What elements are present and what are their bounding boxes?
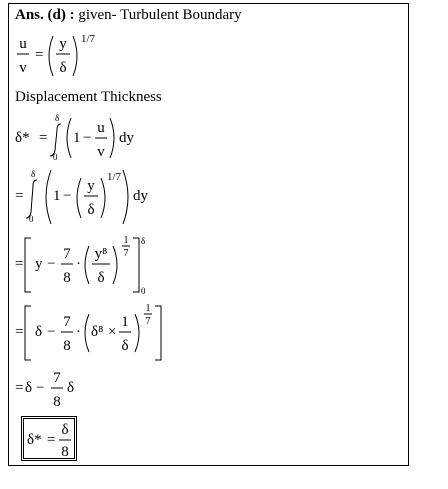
one: 1: [73, 130, 81, 146]
integral-upper-limit: δ: [55, 113, 60, 123]
velocity-profile-equation: [9, 28, 129, 84]
minus-sign: −: [47, 324, 56, 340]
simplified-expression: [9, 366, 129, 412]
equals-sign: =: [15, 380, 24, 396]
exponent-denominator: 7: [145, 316, 151, 327]
one: 1: [53, 188, 61, 204]
left-bracket: [25, 238, 31, 292]
exponent-numerator: 1: [123, 235, 129, 246]
fraction-numerator: y: [87, 178, 95, 194]
variable-y: y: [35, 256, 43, 272]
times-sign: ×: [108, 324, 117, 340]
substituted-integral: [9, 168, 209, 228]
right-paren: [101, 178, 105, 218]
answer-label: Ans. (d) :: [15, 7, 75, 23]
delta-power: δ⁸: [91, 324, 104, 340]
fraction-numerator: 1: [121, 314, 129, 330]
limits-substituted: [9, 300, 209, 364]
exponent-denominator: 7: [123, 248, 129, 259]
fraction-numerator: u: [19, 36, 27, 52]
fraction-numerator: 7: [63, 314, 71, 330]
left-paren: [85, 246, 89, 284]
equals-sign: =: [15, 324, 24, 340]
delta-star: δ*: [27, 432, 42, 448]
right-paren: [110, 118, 114, 158]
final-result-box: [9, 412, 129, 464]
multiplication-dot: ·: [76, 324, 81, 340]
right-paren: [73, 36, 77, 76]
delta: δ: [35, 324, 43, 340]
answer-box: [8, 3, 409, 466]
upper-limit: δ: [141, 236, 146, 246]
delta-star: δ*: [15, 130, 30, 146]
answer-given-text: given- Turbulent Boundary: [74, 7, 242, 23]
right-paren: [135, 314, 139, 352]
fraction-numerator: 7: [63, 246, 71, 262]
minus-sign: −: [63, 188, 72, 204]
minus-sign: −: [83, 130, 92, 146]
fraction-denominator: 8: [53, 394, 61, 410]
fraction-denominator: v: [97, 144, 105, 160]
displacement-thickness-integral: [9, 112, 209, 162]
left-paren: [46, 170, 51, 224]
fraction-denominator: δ: [59, 60, 67, 76]
equals-sign: =: [15, 256, 24, 272]
left-bracket: [25, 306, 31, 360]
exponent: 1/7: [107, 171, 122, 183]
minus-sign: −: [36, 380, 45, 396]
fraction-numerator: 7: [53, 370, 61, 386]
delta: δ: [25, 380, 33, 396]
integral-sign: [26, 180, 37, 218]
equals-sign: =: [15, 188, 24, 204]
differential: dy: [133, 188, 148, 204]
exponent-numerator: 1: [145, 303, 151, 314]
delta: δ: [67, 380, 75, 396]
equals-sign: =: [39, 130, 48, 146]
right-bracket: [133, 238, 139, 292]
evaluated-antiderivative: [9, 232, 209, 296]
fraction-denominator: δ: [97, 270, 105, 286]
left-paren: [49, 36, 53, 76]
integral-lower-limit: 0: [29, 214, 34, 224]
fraction-numerator: y: [59, 36, 67, 52]
section-title: Displacement Thickness: [15, 89, 162, 105]
fraction-numerator: δ: [61, 422, 69, 438]
left-paren: [67, 118, 71, 158]
fraction-numerator: y⁸: [94, 246, 108, 262]
fraction-denominator: 8: [63, 270, 71, 286]
lower-limit: 0: [141, 286, 146, 296]
fraction-denominator: v: [19, 60, 27, 76]
fraction-denominator: 8: [61, 444, 69, 460]
left-paren: [77, 178, 81, 218]
integral-lower-limit: 0: [53, 152, 58, 162]
fraction-denominator: 8: [63, 338, 71, 354]
fraction-denominator: δ: [121, 338, 129, 354]
right-bracket: [155, 306, 161, 360]
right-paren: [113, 246, 117, 284]
right-paren: [123, 170, 128, 224]
differential: dy: [119, 130, 134, 146]
multiplication-dot: ·: [76, 256, 81, 272]
answer-heading: [15, 6, 242, 24]
integral-upper-limit: δ: [31, 169, 36, 179]
fraction-denominator: δ: [87, 202, 95, 218]
exponent: 1/7: [81, 33, 96, 45]
minus-sign: −: [47, 256, 56, 272]
left-paren: [85, 314, 89, 352]
fraction-numerator: u: [97, 120, 105, 136]
equals-sign: =: [35, 47, 44, 63]
equals-sign: =: [47, 432, 56, 448]
